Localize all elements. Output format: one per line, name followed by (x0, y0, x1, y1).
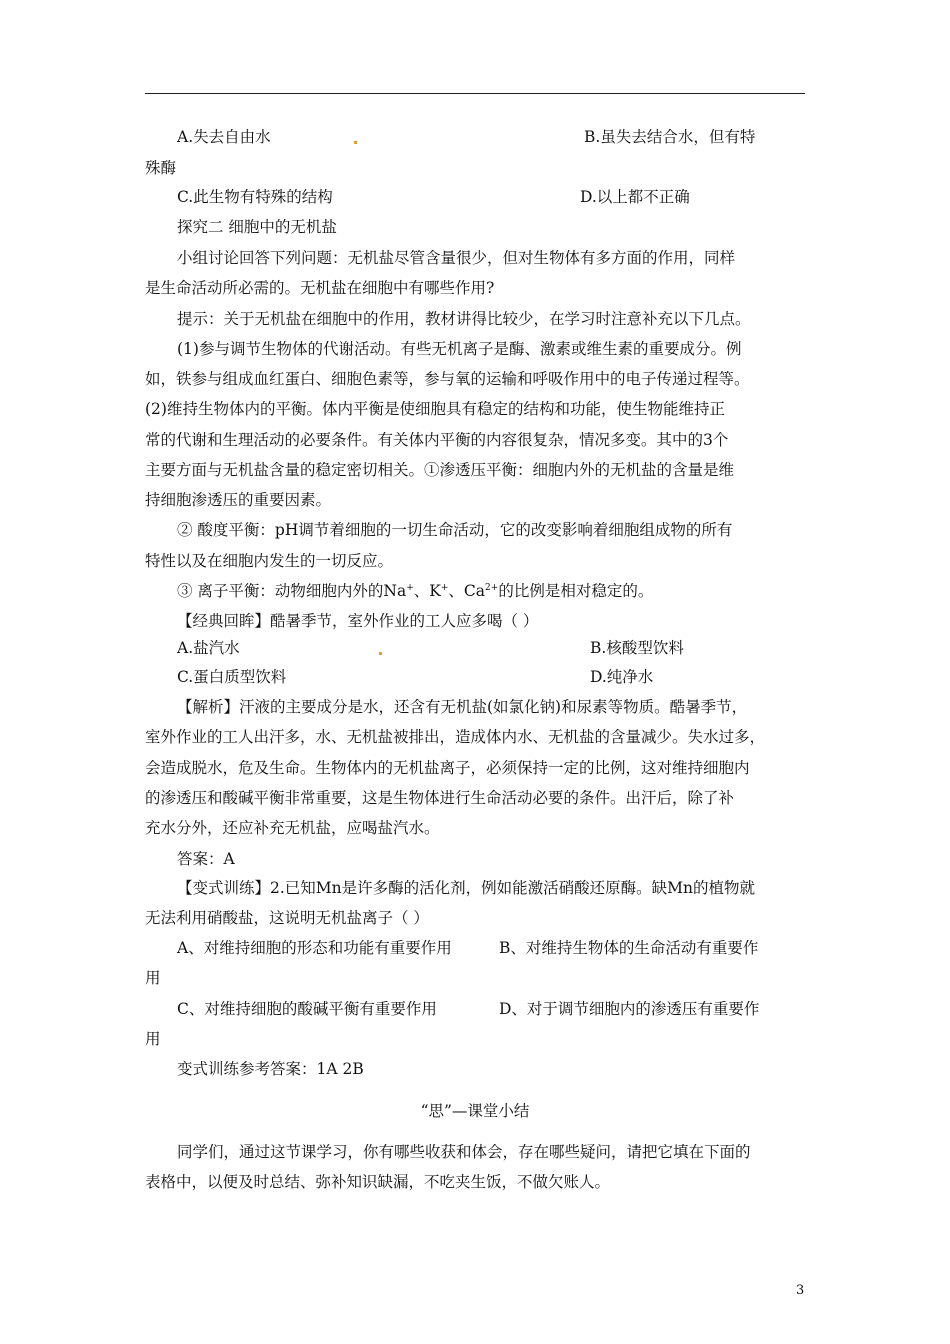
variant-option-b-cont: 用 (145, 969, 161, 987)
section-heading: 探究二 细胞中的无机盐 (177, 218, 337, 236)
analysis-line-5: 充水分外，还应补充无机盐，应喝盐汽水。 (145, 819, 440, 837)
variant-question-line-1: 【变式训练】2.已知Mn是许多酶的活化剂，例如能激活硝酸还原酶。缺Mn的植物就 (177, 879, 755, 897)
classic-option-b: B.核酸型饮料 (590, 639, 684, 657)
point1-line-1: (1)参与调节生物体的代谢活动。有些无机离子是酶、激素或维生素的重要成分。例 (177, 340, 742, 358)
variant-option-d: D、对于调节细胞内的渗透压有重要作 (499, 1000, 760, 1018)
point2-line-2: 常的代谢和生理活动的必要条件。有关体内平衡的内容很复杂，情况多变。其中的3个 (145, 431, 729, 449)
point2-line-4: 持细胞渗透压的重要因素。 (145, 491, 332, 509)
stray-dot (354, 141, 357, 144)
header-rule (145, 93, 805, 94)
q1-option-c: C.此生物有特殊的结构 (177, 188, 333, 206)
ion-balance: ③ 离子平衡：动物细胞内外的Na+、K+、$Ca^{2+}$的比例是相对稳定的。 (177, 582, 654, 600)
q1-option-b: B.虽失去结合水，但有特 (584, 128, 756, 146)
classic-option-d: D.纯净水 (590, 668, 654, 686)
variant-option-d-cont: 用 (145, 1030, 161, 1048)
stray-dot (379, 652, 382, 655)
classic-question: 【经典回眸】酷暑季节，室外作业的工人应多喝（ ） (177, 612, 539, 630)
analysis-line-4: 的渗透压和酸碱平衡非常重要，这是生物体进行生命活动必要的条件。出汗后，除了补 (145, 789, 735, 807)
variant-question-line-2: 无法利用硝酸盐，这说明无机盐离子（ ） (145, 909, 429, 927)
analysis-line-3: 会造成脱水，危及生命。生物体内的无机盐离子，必须保持一定的比例，这对维持细胞内 (145, 759, 750, 777)
summary-line-1: 同学们，通过这节课学习，你有哪些收获和体会，存在哪些疑问，请把它填在下面的 (177, 1143, 751, 1161)
acid-balance-line-2: 特性以及在细胞内发生的一切反应。 (145, 552, 394, 570)
point2-line-1: (2)维持生物体内的平衡。体内平衡是使细胞具有稳定的结构和功能，使生物能维持正 (145, 400, 725, 418)
discussion-line-1: 小组讨论回答下列问题：无机盐尽管含量很少，但对生物体有多方面的作用，同样 (177, 249, 736, 267)
hint-text: 提示：关于无机盐在细胞中的作用，教材讲得比较少，在学习时注意补充以下几点。 (177, 310, 751, 328)
variant-answers: 变式训练参考答案：1A 2B (177, 1060, 364, 1078)
classic-option-c: C.蛋白质型饮料 (177, 668, 287, 686)
q1-option-d: D.以上都不正确 (580, 188, 690, 206)
summary-title: “思”—课堂小结 (420, 1102, 530, 1120)
classic-option-a: A.盐汽水 (177, 639, 240, 657)
point1-line-2: 如，铁参与组成血红蛋白、细胞色素等，参与氧的运输和呼吸作用中的电子传递过程等。 (145, 370, 750, 388)
point2-line-3: 主要方面与无机盐含量的稳定密切相关。①渗透压平衡：细胞内外的无机盐的含量是维 (145, 461, 735, 479)
classic-answer: 答案：A (177, 850, 235, 868)
q1-option-b-cont: 殊酶 (145, 159, 177, 177)
page-number: 3 (796, 1283, 805, 1298)
variant-option-c: C、对维持细胞的酸碱平衡有重要作用 (177, 1000, 437, 1018)
summary-line-2: 表格中，以便及时总结、弥补知识缺漏，不吃夹生饭，不做欠账人。 (145, 1173, 611, 1191)
variant-option-a: A、对维持细胞的形态和功能有重要作用 (177, 939, 452, 957)
discussion-line-2: 是生命活动所必需的。无机盐在细胞中有哪些作用? (145, 279, 495, 297)
analysis-line-2: 室外作业的工人出汗多，水、无机盐被排出，造成体内水、无机盐的含量减少。失水过多， (145, 728, 766, 746)
acid-balance-line-1: ② 酸度平衡：pH调节着细胞的一切生命活动，它的改变影响着细胞组成物的所有 (177, 521, 733, 539)
analysis-line-1: 【解析】汗液的主要成分是水，还含有无机盐(如氯化钠)和尿素等物质。酷暑季节， (177, 698, 748, 716)
variant-option-b: B、对维持生物体的生命活动有重要作 (499, 939, 759, 957)
q1-option-a: A.失去自由水 (177, 128, 271, 146)
